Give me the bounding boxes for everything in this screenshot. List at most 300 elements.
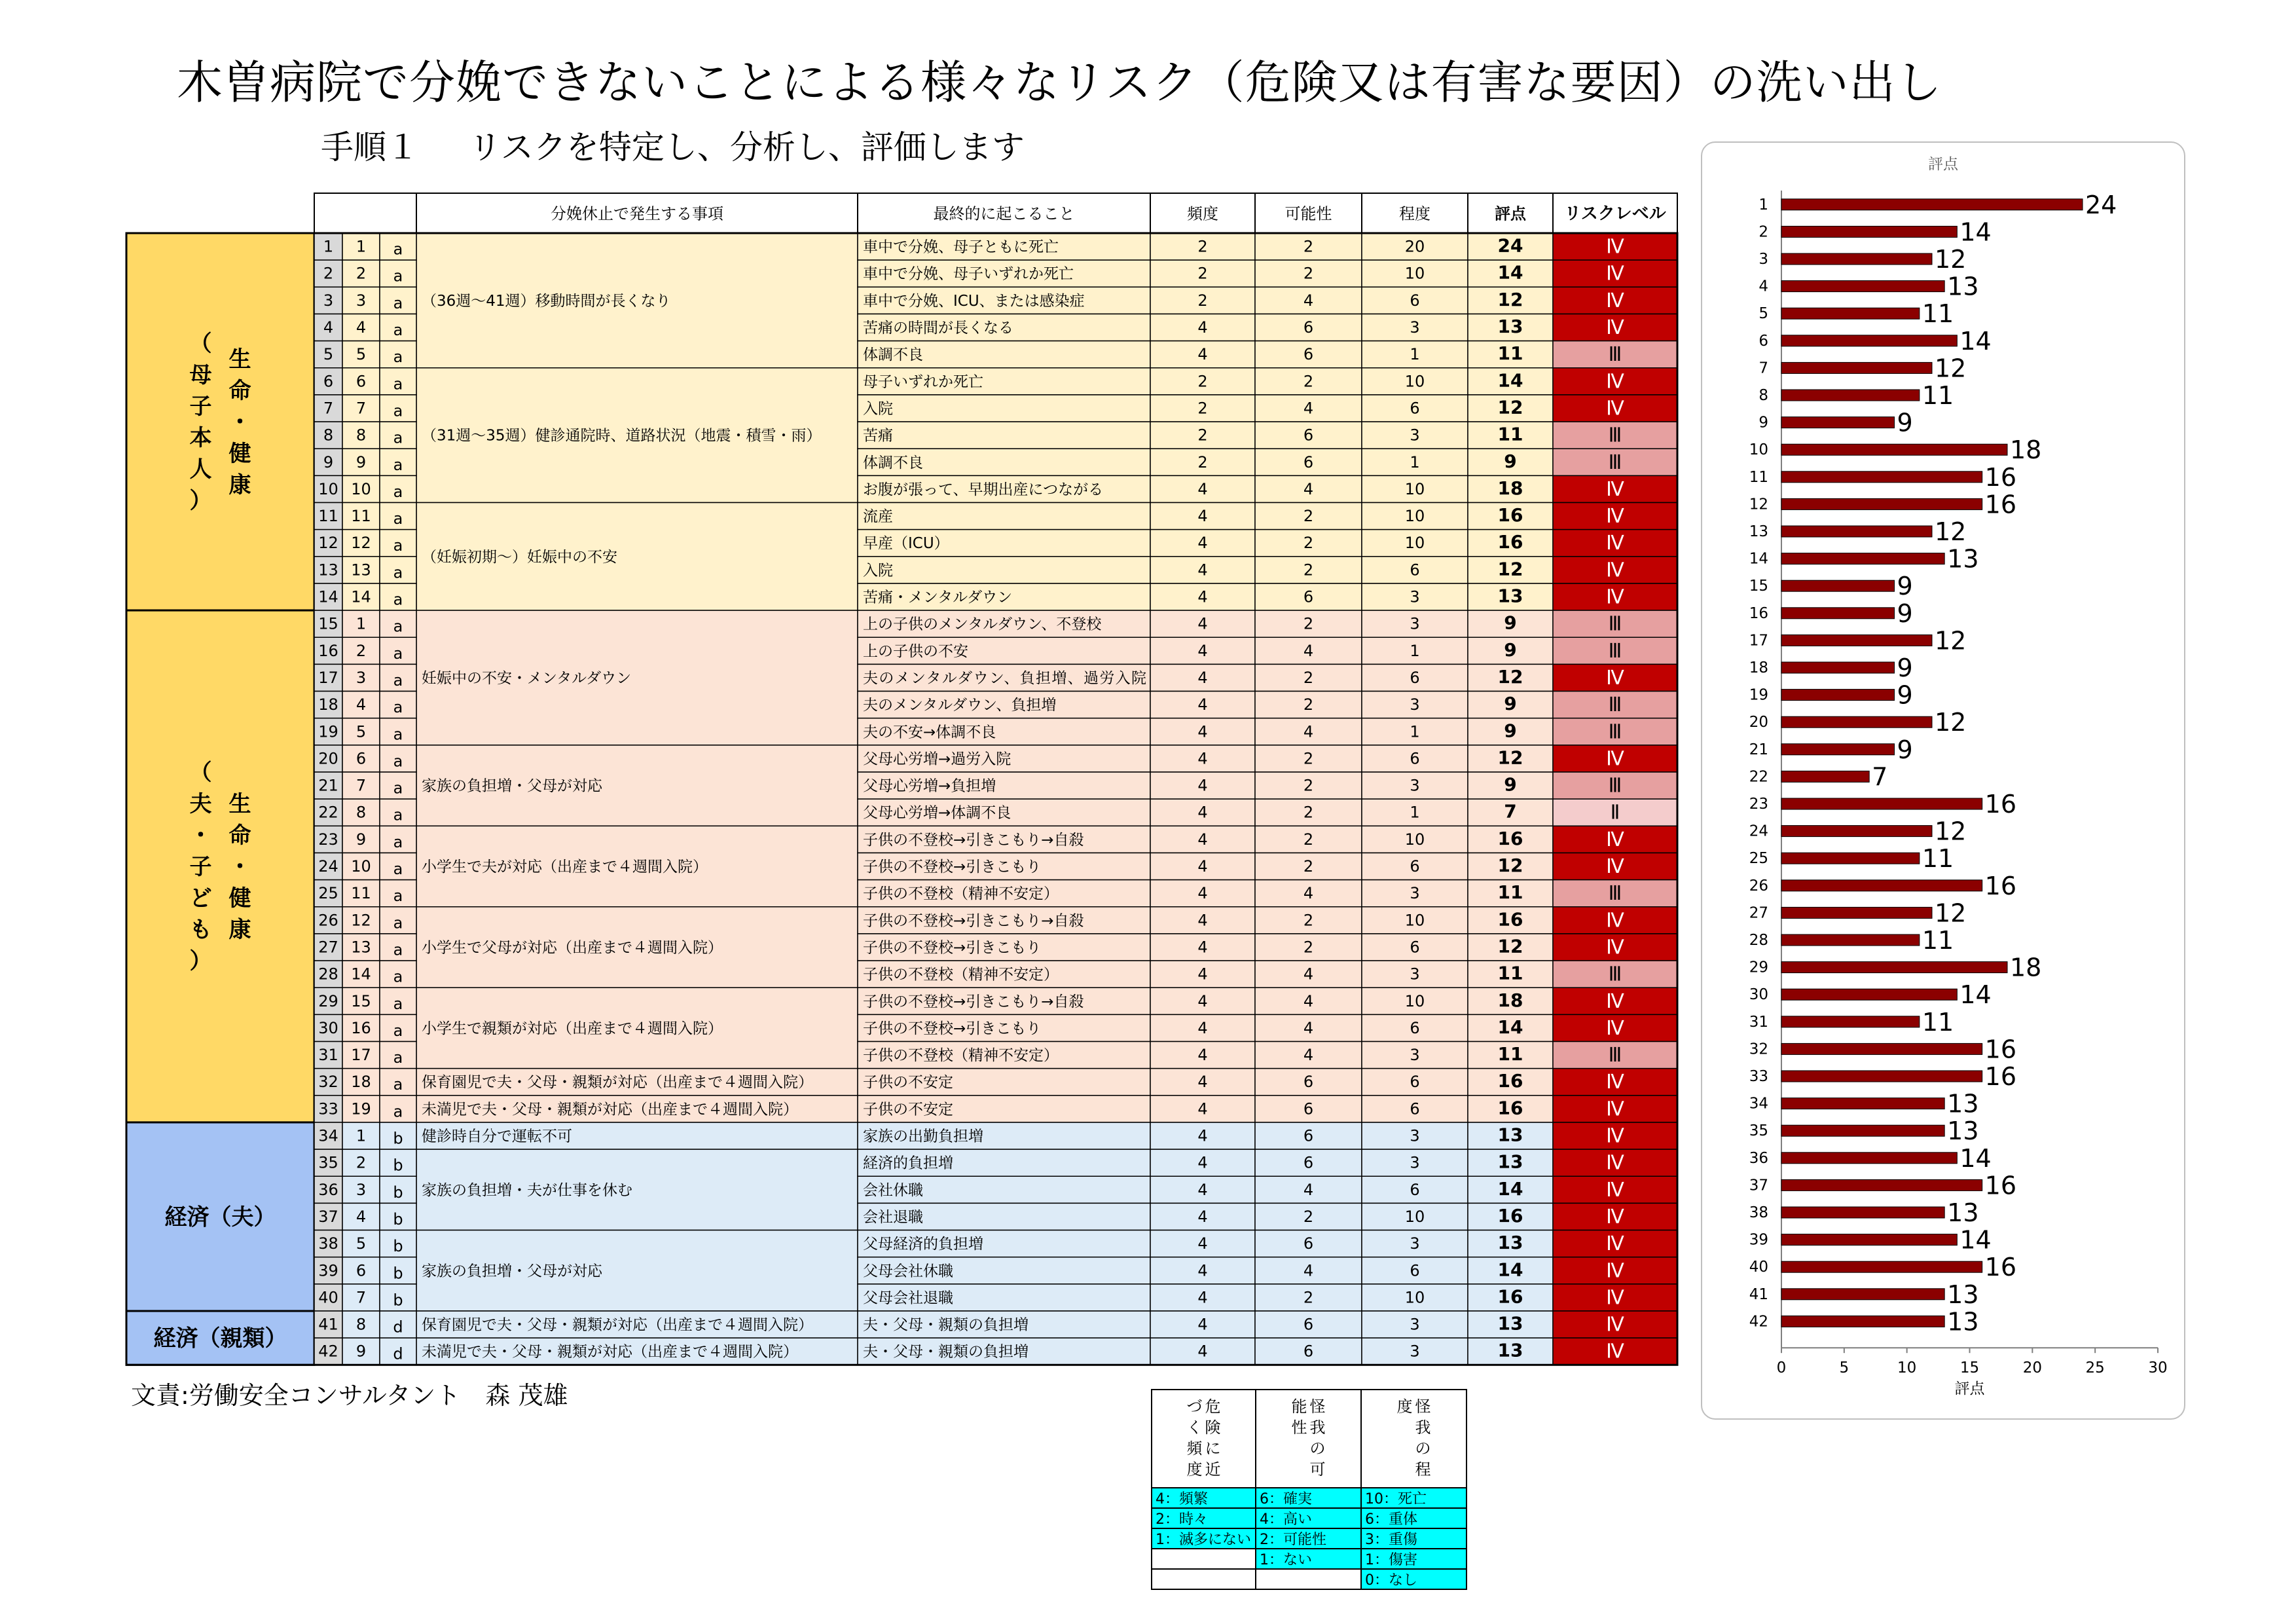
event-label: 未満児で夫・父母・親類が対応（出産まで４週間入院） bbox=[422, 1343, 798, 1361]
outcome-text: 子供の不登校（精神不安定） bbox=[863, 1047, 1059, 1065]
cell-score-value: 13 bbox=[1497, 585, 1523, 607]
row-number: 33 bbox=[318, 1099, 338, 1118]
cell-poss-value: 2 bbox=[1303, 938, 1314, 957]
risk-level: Ⅳ bbox=[1606, 1016, 1624, 1040]
bar-value-label: 9 bbox=[1897, 572, 1913, 601]
x-tick-label: 25 bbox=[2085, 1359, 2105, 1377]
outcome-text: 夫のメンタルダウン、負担増、過労入院 bbox=[863, 669, 1146, 687]
row-number: 40 bbox=[318, 1288, 338, 1307]
header-freq: 頻度 bbox=[1187, 204, 1218, 223]
category-tick-label: 33 bbox=[1749, 1068, 1768, 1085]
category-label-char: 康 bbox=[228, 472, 251, 499]
row-number: 25 bbox=[318, 884, 338, 903]
cell-poss-value: 4 bbox=[1303, 1046, 1314, 1065]
bar-value-label: 11 bbox=[1922, 844, 1954, 874]
legend-cell-text: 10：死亡 bbox=[1365, 1491, 1427, 1507]
legend-cell-text: 4：高い bbox=[1260, 1511, 1312, 1528]
cell-sev-value: 1 bbox=[1410, 803, 1420, 822]
row-number: 26 bbox=[318, 911, 338, 930]
cell-freq-value: 4 bbox=[1197, 911, 1208, 930]
score-bar-chart bbox=[1702, 143, 2184, 1418]
row-type: d bbox=[393, 1344, 403, 1363]
risk-level: Ⅳ bbox=[1606, 936, 1624, 959]
bar-value-label: 9 bbox=[1897, 654, 1913, 682]
category-tick-label: 1 bbox=[1758, 196, 1768, 213]
outcome-text: 入院 bbox=[863, 400, 893, 418]
row-sub-number: 7 bbox=[355, 399, 367, 418]
cell-sev-value: 10 bbox=[1404, 1207, 1425, 1226]
bar-value-label: 14 bbox=[1959, 326, 1992, 356]
legend-header-char: 険 bbox=[1205, 1418, 1221, 1437]
cell-freq-value: 4 bbox=[1197, 1288, 1208, 1307]
outcome-text: 車中で分娩、母子いずれか死亡 bbox=[863, 265, 1074, 283]
category-sublabel-char: （ bbox=[189, 331, 212, 358]
row-number: 5 bbox=[323, 345, 334, 364]
score-bar bbox=[1781, 880, 1982, 891]
row-sub-number: 7 bbox=[355, 1288, 367, 1307]
cell-score-value: 16 bbox=[1497, 908, 1523, 931]
row-sub-number: 6 bbox=[355, 372, 367, 391]
legend-header-char: に bbox=[1205, 1439, 1221, 1458]
category-tick-label: 24 bbox=[1749, 822, 1768, 840]
row-sub-number: 15 bbox=[351, 991, 371, 1010]
outcome-text: 子供の不登校→引きこもり bbox=[863, 1020, 1042, 1037]
bar-value-label: 16 bbox=[1984, 1171, 2017, 1200]
cell-poss-value: 2 bbox=[1303, 776, 1314, 795]
cell-poss-value: 2 bbox=[1303, 507, 1314, 526]
legend-header-char: の bbox=[1415, 1439, 1431, 1458]
cell-poss-value: 2 bbox=[1303, 534, 1314, 553]
category-tick-label: 12 bbox=[1749, 496, 1768, 513]
cell-score-value: 12 bbox=[1497, 396, 1523, 418]
legend-cell-text: 6：確実 bbox=[1260, 1491, 1312, 1507]
category-sublabel-char: 本 bbox=[189, 425, 212, 452]
row-type: a bbox=[393, 644, 403, 663]
row-type: a bbox=[393, 563, 403, 582]
cell-poss-value: 2 bbox=[1303, 561, 1314, 580]
outcome-text: 子供の不登校→引きこもり bbox=[863, 939, 1042, 957]
header-index-cell bbox=[314, 193, 416, 233]
cell-score-value: 14 bbox=[1497, 1016, 1523, 1038]
row-sub-number: 11 bbox=[351, 507, 371, 526]
outcome-text: 父母会社休職 bbox=[863, 1263, 953, 1280]
cell-poss-value: 6 bbox=[1303, 1126, 1314, 1145]
cell-sev-value: 6 bbox=[1410, 668, 1420, 687]
risk-level: Ⅳ bbox=[1606, 397, 1624, 420]
outcome-text: 子供の不登校（精神不安定） bbox=[863, 885, 1059, 903]
cell-poss-value: 4 bbox=[1303, 991, 1314, 1010]
row-number: 15 bbox=[318, 614, 338, 633]
category-tick-label: 41 bbox=[1749, 1285, 1768, 1303]
score-bar bbox=[1781, 390, 1920, 401]
risk-level: Ⅲ bbox=[1608, 720, 1622, 744]
category-sublabel-char: ） bbox=[189, 948, 212, 975]
row-sub-number: 8 bbox=[355, 803, 367, 822]
cell-outcome bbox=[858, 422, 1150, 449]
risk-level: Ⅳ bbox=[1606, 477, 1624, 501]
cell-freq-value: 4 bbox=[1197, 1207, 1208, 1226]
outcome-text: 苦痛 bbox=[863, 427, 893, 445]
category-tick-label: 4 bbox=[1758, 278, 1768, 295]
cell-freq-value: 2 bbox=[1197, 399, 1208, 418]
category-label-char: 命 bbox=[228, 378, 251, 405]
header-poss: 可能性 bbox=[1285, 204, 1332, 223]
page-title: 木曽病院で分娩できないことによる様々なリスク（危険又は有害な要因）の洗い出し bbox=[177, 56, 1942, 109]
score-bar bbox=[1781, 1153, 1957, 1164]
row-number: 16 bbox=[318, 641, 338, 660]
category-tick-label: 16 bbox=[1749, 604, 1768, 622]
row-type: a bbox=[393, 482, 403, 501]
cell-sev-value: 10 bbox=[1404, 991, 1425, 1010]
outcome-text: 苦痛の時間が長くなる bbox=[863, 320, 1013, 337]
row-sub-number: 1 bbox=[355, 1126, 367, 1145]
cell-freq-value: 4 bbox=[1197, 1180, 1208, 1199]
cell-poss-value: 2 bbox=[1303, 668, 1314, 687]
score-bar bbox=[1781, 1289, 1944, 1300]
cell-freq-value: 4 bbox=[1197, 1073, 1208, 1092]
category-tick-label: 9 bbox=[1758, 414, 1768, 432]
row-type: a bbox=[393, 940, 403, 959]
row-number: 21 bbox=[318, 776, 338, 795]
cell-freq-value: 4 bbox=[1197, 614, 1208, 633]
bar-value-label: 11 bbox=[1922, 381, 1954, 410]
row-sub-number: 3 bbox=[355, 291, 367, 310]
cell-freq-value: 4 bbox=[1197, 534, 1208, 553]
risk-level: Ⅳ bbox=[1606, 1098, 1624, 1121]
category-tick-label: 25 bbox=[1749, 850, 1768, 868]
row-number: 41 bbox=[318, 1315, 338, 1334]
legend-header-char: の bbox=[1309, 1439, 1326, 1458]
bar-value-label: 16 bbox=[1984, 490, 2017, 519]
risk-level: Ⅳ bbox=[1606, 262, 1624, 286]
legend-header-char: 能 bbox=[1291, 1397, 1307, 1416]
cell-score-value: 9 bbox=[1504, 638, 1517, 661]
cell-score-value: 14 bbox=[1497, 369, 1523, 392]
legend-header-char: づ bbox=[1186, 1397, 1203, 1416]
outcome-text: 父母心労増→体調不良 bbox=[863, 804, 1011, 822]
row-sub-number: 4 bbox=[355, 318, 367, 337]
risk-level: Ⅳ bbox=[1606, 585, 1624, 609]
cell-score-value: 9 bbox=[1504, 720, 1517, 742]
outcome-text: 夫・父母・親類の負担増 bbox=[863, 1316, 1029, 1334]
cell-score-value: 16 bbox=[1497, 531, 1523, 553]
row-type: a bbox=[393, 887, 403, 906]
row-sub-number: 4 bbox=[355, 1207, 367, 1226]
bar-value-label: 11 bbox=[1922, 1007, 1954, 1037]
row-number: 4 bbox=[323, 318, 334, 337]
category-tick-label: 3 bbox=[1758, 251, 1768, 268]
x-axis-title: 評点 bbox=[1954, 1380, 1985, 1398]
bar-value-label: 13 bbox=[1947, 1280, 1979, 1309]
cell-freq-value: 4 bbox=[1197, 1342, 1208, 1361]
cell-freq-value: 4 bbox=[1197, 641, 1208, 660]
bar-value-label: 18 bbox=[2010, 435, 2042, 465]
bar-value-label: 16 bbox=[1984, 871, 2017, 900]
score-bar bbox=[1781, 417, 1895, 428]
cell-poss-value: 6 bbox=[1303, 1099, 1314, 1118]
x-tick-label: 30 bbox=[2148, 1359, 2168, 1377]
bar-value-label: 12 bbox=[1935, 354, 1967, 383]
cell-score-value: 11 bbox=[1497, 881, 1523, 904]
row-number: 17 bbox=[318, 668, 338, 687]
cell-poss-value: 4 bbox=[1303, 291, 1314, 310]
row-number: 9 bbox=[323, 452, 334, 471]
chart-title: 評点 bbox=[1928, 156, 1958, 173]
cell-sev-value: 6 bbox=[1410, 1018, 1420, 1037]
cell-sev-value: 3 bbox=[1410, 1315, 1420, 1334]
cell-score-value: 16 bbox=[1497, 504, 1523, 526]
row-type: a bbox=[393, 752, 403, 771]
category-tick-label: 5 bbox=[1758, 305, 1768, 323]
risk-level: Ⅳ bbox=[1606, 235, 1624, 259]
category-tick-label: 22 bbox=[1749, 768, 1768, 786]
row-number: 27 bbox=[318, 938, 338, 957]
row-type: a bbox=[393, 267, 403, 286]
legend-header-cell bbox=[1256, 1390, 1361, 1488]
cell-poss-value: 6 bbox=[1303, 587, 1314, 606]
bar-value-label: 14 bbox=[1959, 217, 1992, 247]
cell-sev-value: 6 bbox=[1410, 749, 1420, 768]
row-type: a bbox=[393, 779, 403, 798]
event-label: （36週〜41週）移動時間が長くなり bbox=[422, 292, 671, 310]
score-bar bbox=[1781, 771, 1869, 782]
risk-level: Ⅲ bbox=[1608, 451, 1622, 474]
row-sub-number: 2 bbox=[355, 641, 367, 660]
row-type: a bbox=[393, 375, 403, 394]
score-bar bbox=[1781, 826, 1932, 837]
score-bar bbox=[1781, 662, 1895, 673]
legend-header-char: 度 bbox=[1186, 1460, 1203, 1479]
legend-header-char: く bbox=[1186, 1418, 1203, 1437]
cell-poss-value: 4 bbox=[1303, 399, 1314, 418]
cell-freq-value: 4 bbox=[1197, 1126, 1208, 1145]
cell-freq-value: 4 bbox=[1197, 803, 1208, 822]
cell-score-value: 13 bbox=[1497, 1151, 1523, 1173]
cell-score-value: 16 bbox=[1497, 1285, 1523, 1308]
legend-header-char: 度 bbox=[1396, 1397, 1413, 1416]
step-description: リスクを特定し、分析し、評価します bbox=[468, 128, 1025, 166]
outcome-text: 体調不良 bbox=[863, 346, 923, 364]
row-number: 8 bbox=[323, 426, 334, 445]
score-bar bbox=[1781, 226, 1957, 237]
bar-value-label: 9 bbox=[1897, 599, 1913, 628]
cell-poss-value: 4 bbox=[1303, 479, 1314, 498]
row-type: a bbox=[393, 293, 403, 312]
cell-poss-value: 2 bbox=[1303, 1207, 1314, 1226]
row-type: a bbox=[393, 401, 403, 420]
score-bar bbox=[1781, 1234, 1957, 1246]
row-type: a bbox=[393, 1048, 403, 1067]
cell-score-value: 11 bbox=[1497, 1043, 1523, 1065]
outcome-text: 車中で分娩、母子ともに死亡 bbox=[863, 238, 1059, 256]
row-type: a bbox=[393, 321, 403, 340]
score-bar bbox=[1781, 526, 1932, 537]
cell-score-value: 16 bbox=[1497, 1070, 1523, 1092]
cell-sev-value: 6 bbox=[1410, 938, 1420, 957]
bar-value-label: 13 bbox=[1947, 1307, 1979, 1337]
category-tick-label: 31 bbox=[1749, 1013, 1768, 1031]
bar-value-label: 9 bbox=[1897, 735, 1913, 764]
score-bar bbox=[1781, 716, 1932, 728]
score-bar bbox=[1781, 1125, 1944, 1136]
row-type: a bbox=[393, 967, 403, 986]
outcome-text: 父母会社退職 bbox=[863, 1289, 953, 1307]
risk-level: Ⅲ bbox=[1608, 1044, 1622, 1067]
row-type: b bbox=[393, 1209, 403, 1228]
category-sublabel-char: 母 bbox=[189, 362, 212, 389]
row-type: a bbox=[393, 590, 403, 609]
bar-value-label: 13 bbox=[1947, 1198, 1979, 1227]
cell-sev-value: 10 bbox=[1404, 479, 1425, 498]
cell-poss-value: 6 bbox=[1303, 1342, 1314, 1361]
risk-level: Ⅲ bbox=[1608, 963, 1622, 986]
outcome-text: 父母経済的負担増 bbox=[863, 1236, 983, 1253]
category-tick-label: 8 bbox=[1758, 387, 1768, 404]
cell-score-value: 9 bbox=[1504, 450, 1517, 472]
cell-poss-value: 6 bbox=[1303, 1315, 1314, 1334]
row-type: a bbox=[393, 1102, 403, 1121]
cell-score-value: 9 bbox=[1504, 693, 1517, 715]
bar-value-label: 16 bbox=[1984, 1062, 2017, 1091]
category-tick-label: 11 bbox=[1749, 468, 1768, 486]
risk-level: Ⅲ bbox=[1608, 693, 1622, 717]
outcome-text: 子供の不安定 bbox=[863, 1101, 953, 1118]
cell-sev-value: 3 bbox=[1410, 1126, 1420, 1145]
category-tick-label: 30 bbox=[1749, 986, 1768, 1004]
cell-sev-value: 6 bbox=[1410, 1099, 1420, 1118]
row-number: 11 bbox=[318, 507, 338, 526]
legend-cell-text: 1：ない bbox=[1260, 1552, 1312, 1568]
row-sub-number: 12 bbox=[351, 534, 371, 553]
cell-freq-value: 2 bbox=[1197, 426, 1208, 445]
row-number: 13 bbox=[318, 561, 338, 580]
row-type: a bbox=[393, 617, 403, 636]
cell-score-value: 18 bbox=[1497, 989, 1523, 1011]
cell-freq-value: 4 bbox=[1197, 507, 1208, 526]
risk-level: Ⅳ bbox=[1606, 1286, 1624, 1310]
row-type: a bbox=[393, 509, 403, 528]
cell-sev-value: 6 bbox=[1410, 1180, 1420, 1199]
row-type: a bbox=[393, 671, 403, 690]
cell-poss-value: 2 bbox=[1303, 372, 1314, 391]
cell-poss-value: 6 bbox=[1303, 1153, 1314, 1172]
category-tick-label: 23 bbox=[1749, 796, 1768, 813]
cell-poss-value: 2 bbox=[1303, 614, 1314, 633]
legend-header-char: 可 bbox=[1309, 1460, 1326, 1479]
cell-score-value: 11 bbox=[1497, 962, 1523, 984]
cell-sev-value: 3 bbox=[1410, 318, 1420, 337]
row-sub-number: 11 bbox=[351, 884, 371, 903]
bar-value-label: 16 bbox=[1984, 1035, 2017, 1064]
row-number: 22 bbox=[318, 803, 338, 822]
cell-freq-value: 4 bbox=[1197, 830, 1208, 849]
row-sub-number: 1 bbox=[355, 614, 367, 633]
row-number: 24 bbox=[318, 857, 338, 876]
event-label: （妊娠初期〜）妊娠中の不安 bbox=[422, 548, 617, 566]
legend-header-char: 近 bbox=[1205, 1460, 1221, 1479]
row-number: 32 bbox=[318, 1073, 338, 1092]
legend-cell bbox=[1152, 1569, 1256, 1589]
row-type: b bbox=[393, 1156, 403, 1175]
risk-level: Ⅳ bbox=[1606, 1313, 1624, 1337]
row-type: a bbox=[393, 913, 403, 932]
cell-sev-value: 10 bbox=[1404, 1288, 1425, 1307]
risk-level: Ⅳ bbox=[1606, 855, 1624, 879]
cell-freq-value: 4 bbox=[1197, 722, 1208, 741]
legend-cell-text: 6：重体 bbox=[1365, 1511, 1417, 1528]
category-label bbox=[229, 346, 251, 498]
category-sublabel bbox=[190, 760, 212, 974]
cell-sev-value: 6 bbox=[1410, 857, 1420, 876]
score-bar bbox=[1781, 989, 1957, 1000]
step-label: 手順１ bbox=[321, 128, 419, 166]
cell-score-value: 12 bbox=[1497, 747, 1523, 769]
risk-level: Ⅳ bbox=[1606, 828, 1624, 851]
legend-header-char: 程 bbox=[1415, 1460, 1431, 1479]
category-tick-label: 21 bbox=[1749, 741, 1768, 758]
score-bar bbox=[1781, 1261, 1982, 1272]
cell-freq-value: 4 bbox=[1197, 668, 1208, 687]
cell-freq-value: 2 bbox=[1197, 452, 1208, 471]
legend-cell bbox=[1256, 1569, 1361, 1589]
cell-freq-value: 2 bbox=[1197, 237, 1208, 256]
risk-level: Ⅳ bbox=[1606, 989, 1624, 1013]
score-bar bbox=[1781, 907, 1932, 918]
legend-cell bbox=[1152, 1549, 1256, 1569]
cell-score-value: 16 bbox=[1497, 1097, 1523, 1119]
row-type: a bbox=[393, 805, 403, 824]
cell-freq-value: 4 bbox=[1197, 965, 1208, 984]
cell-freq-value: 4 bbox=[1197, 1261, 1208, 1280]
category-tick-label: 10 bbox=[1749, 441, 1768, 459]
bar-value-label: 12 bbox=[1935, 245, 1967, 274]
category-tick-label: 13 bbox=[1749, 523, 1768, 540]
header-event: 分娩休止で発生する事項 bbox=[551, 204, 723, 223]
category-label-char: 健 bbox=[228, 441, 251, 468]
score-bar bbox=[1781, 962, 2007, 973]
cell-sev-value: 1 bbox=[1410, 641, 1420, 660]
bar-value-label: 12 bbox=[1935, 626, 1967, 655]
cell-sev-value: 3 bbox=[1410, 695, 1420, 714]
category-tick-label: 19 bbox=[1749, 686, 1768, 704]
row-sub-number: 5 bbox=[355, 1234, 367, 1253]
risk-level: Ⅳ bbox=[1606, 1205, 1624, 1228]
header-sev: 程度 bbox=[1399, 204, 1430, 223]
bar-value-label: 14 bbox=[1959, 980, 1992, 1010]
score-bar bbox=[1781, 308, 1920, 319]
outcome-text: 家族の出勤負担増 bbox=[863, 1128, 983, 1145]
cell-score-value: 13 bbox=[1497, 1232, 1523, 1254]
cell-poss-value: 6 bbox=[1303, 1073, 1314, 1092]
event-label: 保育園児で夫・父母・親類が対応（出産まで４週間入院） bbox=[422, 1074, 813, 1092]
bar-value-label: 12 bbox=[1935, 817, 1967, 846]
cell-outcome bbox=[858, 395, 1150, 422]
category-label-char: ・ bbox=[228, 854, 251, 881]
bar-value-label: 13 bbox=[1947, 1089, 1979, 1118]
cell-score-value: 16 bbox=[1497, 827, 1523, 849]
category-tick-label: 15 bbox=[1749, 578, 1768, 595]
category-tick-label: 35 bbox=[1749, 1122, 1768, 1140]
cell-poss-value: 4 bbox=[1303, 722, 1314, 741]
row-number: 37 bbox=[318, 1207, 338, 1226]
risk-level: Ⅳ bbox=[1606, 1178, 1624, 1202]
cell-freq-value: 4 bbox=[1197, 1315, 1208, 1334]
author-credit: 文責:労働安全コンサルタント 森 茂雄 bbox=[131, 1381, 568, 1410]
score-bar bbox=[1781, 1316, 1944, 1327]
cell-freq-value: 4 bbox=[1197, 991, 1208, 1010]
risk-level: Ⅳ bbox=[1606, 666, 1624, 690]
row-sub-number: 18 bbox=[351, 1073, 371, 1092]
